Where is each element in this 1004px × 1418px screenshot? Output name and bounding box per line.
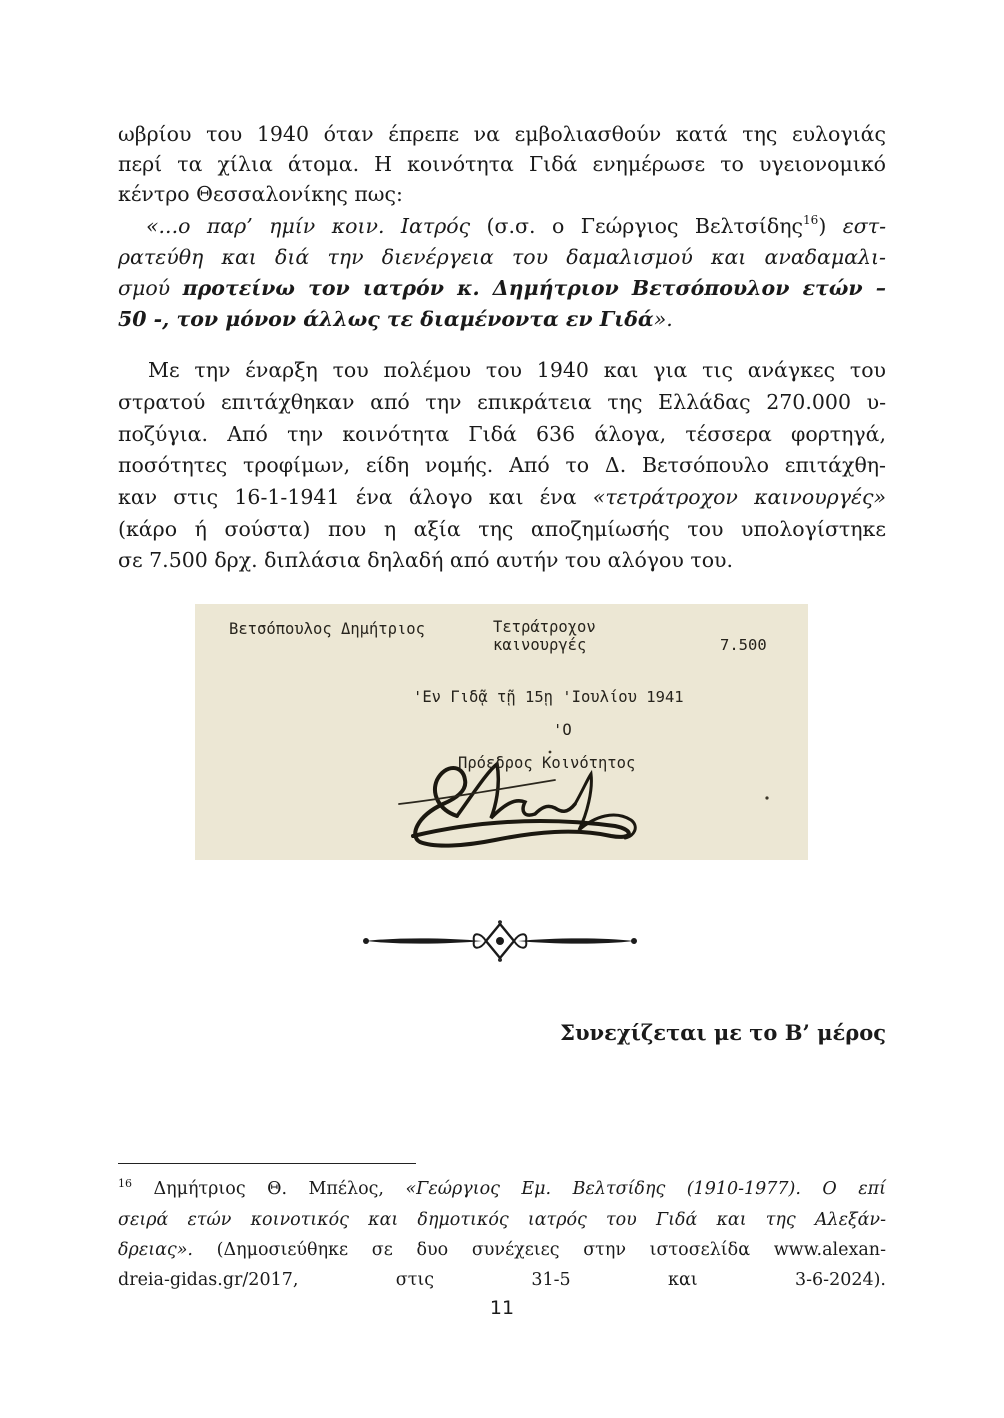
scan-article: 'Ο (553, 721, 572, 739)
scan-name: Βετσόπουλος Δημήτριος (229, 620, 425, 638)
quote-text: εστ- (826, 214, 887, 238)
continued-note: Συνεχίζεται με το Β’ μέρος (560, 1020, 886, 1045)
footnote-separator (118, 1163, 416, 1164)
scan-place-date: 'Εν Γιδᾷ τῇ 15ῃ 'Ιουλίου 1941 (413, 688, 684, 706)
body-line: (κάρο ή σούστα) που η αξία της αποζημίωσής του υπολογίστηκε (118, 517, 886, 541)
scan-signatory: Πρόεδρος Κοινότητος (458, 754, 636, 772)
scan-item-line1: Τετράτροχον (493, 618, 596, 636)
quote-line (118, 305, 886, 333)
body-line: ποζύγια. Από την κοινότητα Γιδά 636 άλογα, τέσσερα φορτηγά, (118, 422, 886, 446)
footnote-line (118, 1176, 886, 1202)
quote-line (118, 274, 886, 302)
body-line: σε 7.500 δρχ. διπλάσια δηλαδή από αυτήν του αλόγου του. (118, 548, 734, 572)
body-line: ποσότητες τροφίμων, είδη νομής. Από το Δ. Βετσόπουλο επιτάχθη- (118, 453, 886, 477)
body-line: Με την έναρξη του πολέμου του 1940 και για τις ανάγκες του (148, 358, 886, 382)
quote-text: «...ο παρ’ ημίν κοιν. Ιατρός (146, 214, 471, 238)
body-line: κέντρο Θεσσαλονίκης πως: (118, 182, 403, 206)
scan-item-line2: καινουργές (493, 636, 587, 654)
footnote-number: 16 (118, 1177, 132, 1190)
footnote-line (118, 1237, 886, 1263)
footnote-title: δρειας». (118, 1240, 193, 1260)
quote-line: ρατεύθη και διά την διενέργεια του δαμαλισμού και αναδαμαλι- (118, 245, 886, 269)
body-text: καν στις 16-1-1941 ένα άλογο και ένα (118, 485, 593, 509)
scanned-requisition-document (195, 604, 808, 860)
body-line: στρατού επιτάχθηκαν από την επικράτεια της Ελλάδας 270.000 υ- (118, 390, 886, 414)
quote-end: ». (653, 307, 673, 331)
editor-note: (σ.σ. ο Γεώργιος Βελτσίδης (470, 214, 804, 238)
footnote-text: (Δημοσιεύθηκε σε δυο συνέχειες στην ιστοσελίδα www.alexan- (192, 1240, 886, 1260)
body-line: περί τα χίλια άτομα. Η κοινότητα Γιδά ενημέρωσε το υγειονομικό (118, 152, 886, 176)
quoted-term: «τετράτροχον καινουργές» (592, 485, 886, 509)
page-number: 11 (489, 1297, 515, 1319)
footnote-line: σειρά ετών κοινοτικός και δημοτικός ιατρός του Γιδά και της Αλεξάν- (118, 1210, 886, 1230)
quote-line (146, 212, 886, 240)
footnote-line: dreia-gidas.gr/2017, στις 31-5 και 3-6-2024). (118, 1270, 886, 1290)
body-line: ωβρίου του 1940 όταν έπρεπε να εμβολιασθούν κατά της ευλογιάς (118, 122, 886, 146)
quote-text: σμού (118, 276, 183, 300)
footnote-author: Δημήτριος Θ. Μπέλος, (132, 1179, 406, 1199)
scan-amount: 7.500 (720, 636, 767, 654)
quote-bold-text: 50 -, τον μόνον άλλως τε διαμένοντα εν Γιδά (118, 307, 654, 331)
divider-ornament-icon (360, 918, 640, 964)
footnote-title: «Γεώργιος Εμ. Βελτσίδης (1910-1977). Ο επί (405, 1179, 886, 1199)
quote-bold-text: προτείνω τον ιατρόν κ. Δημήτριον Βετσόπουλον ετών – (182, 276, 887, 300)
body-line (118, 483, 886, 511)
editor-note-close: ) (818, 214, 827, 238)
footnote-reference[interactable]: 16 (803, 213, 819, 227)
